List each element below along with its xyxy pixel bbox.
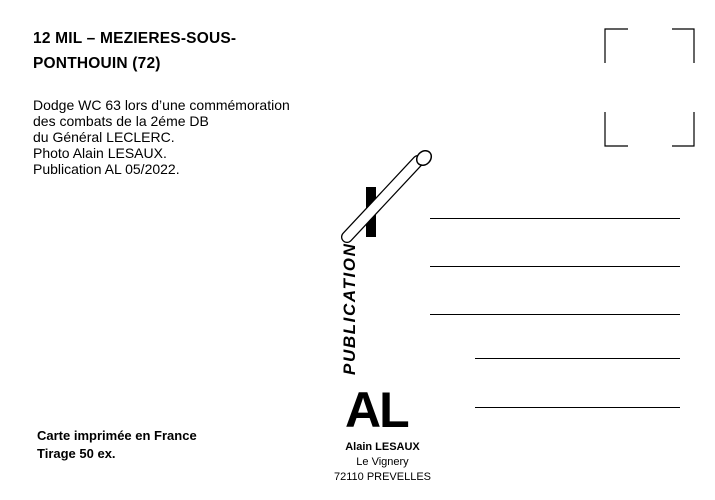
description-line: des combats de la 2éme DB (33, 113, 209, 129)
description-line: Publication AL 05/2022. (33, 161, 180, 177)
address-line (430, 266, 680, 267)
description-line: Photo Alain LESAUX. (33, 145, 167, 161)
logo-vertical-text: PUBLICATION (340, 242, 359, 375)
print-run: Tirage 50 ex. (37, 446, 116, 461)
stamp-corner-bottom-right (672, 112, 694, 146)
print-info (37, 427, 197, 463)
publisher-place: Le Vignery (356, 456, 409, 468)
description-line: Dodge WC 63 lors d’une commémoration (33, 97, 290, 113)
address-line (475, 358, 680, 359)
title-line-1: 12 MIL – MEZIERES-SOUS- (33, 30, 237, 47)
publisher-block (315, 440, 450, 485)
address-line (430, 218, 680, 219)
publisher-name: Alain LESAUX (345, 441, 420, 453)
address-line (430, 314, 680, 315)
stamp-box-corners (600, 27, 696, 149)
printed-in-france: Carte imprimée en France (37, 428, 197, 443)
title-line-2: PONTHOUIN (72) (33, 55, 161, 72)
logo-al-letters: AL (345, 382, 408, 438)
stamp-corner-bottom-left (605, 112, 628, 146)
stamp-corner-top-left (605, 29, 628, 63)
logo-pen-icon (347, 148, 434, 237)
card-description (33, 97, 290, 177)
card-title (33, 26, 236, 76)
description-line: du Général LECLERC. (33, 129, 175, 145)
publisher-city: 72110 PREVELLES (333, 471, 432, 483)
stamp-corner-top-right (672, 29, 694, 63)
address-line (475, 407, 680, 408)
